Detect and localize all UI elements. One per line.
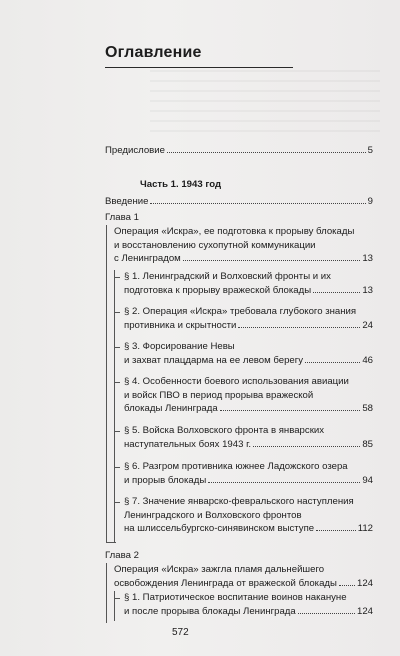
leader-dots <box>316 530 356 531</box>
section-tick <box>114 502 120 503</box>
section-bracket <box>114 591 115 621</box>
leader-dots <box>167 152 366 153</box>
toc-entry-ch2-section-1 <box>124 591 373 618</box>
entry-line: блокады Ленинграда <box>124 403 218 414</box>
page-title: Оглавление <box>105 44 202 61</box>
toc-entry-section-7 <box>124 495 373 536</box>
leader-dots <box>253 446 360 447</box>
section-tick <box>114 431 120 432</box>
entry-page: 46 <box>362 354 373 366</box>
leader-dots <box>183 260 361 261</box>
leader-dots <box>208 482 360 483</box>
toc-entry-section-4 <box>124 375 373 416</box>
entry-page: 9 <box>367 196 373 207</box>
entry-line: § 2. Операция «Искра» требовала глубокого знания <box>124 306 357 317</box>
title-underline <box>105 67 293 68</box>
leader-dots <box>339 585 355 586</box>
section-tick <box>114 382 120 383</box>
show-through-text <box>150 70 380 140</box>
leader-dots <box>298 613 355 614</box>
chapter-bracket <box>106 563 107 623</box>
section-tick <box>114 277 120 278</box>
toc-entry-preface <box>105 144 373 158</box>
entry-line: и после прорыва блокады Ленинграда <box>124 605 296 617</box>
entry-line: Операция «Искра», ее подготовка к прорыву блокады <box>114 226 355 237</box>
page-number: 572 <box>172 627 189 638</box>
leader-dots <box>238 327 360 328</box>
entry-line: § 5. Войска Волховского фронта в январских <box>124 425 325 436</box>
toc-entry-section-3 <box>124 340 373 367</box>
chapter-bracket <box>106 225 107 542</box>
entry-line: и прорыв блокады <box>124 474 207 486</box>
toc-entry-section-5 <box>124 424 373 451</box>
entry-line: подготовка к прорыву вражеской блокады <box>124 284 312 296</box>
chapter-label: Глава 2 <box>105 550 139 561</box>
entry-page: 58 <box>362 403 373 414</box>
section-tick <box>114 312 120 313</box>
entry-page: 112 <box>357 523 373 534</box>
entry-line: на шлиссельбургско-синявинском выступе <box>124 523 315 534</box>
entry-label: Введение <box>105 196 149 207</box>
entry-page: 124 <box>356 577 373 589</box>
entry-line: § 1. Ленинградский и Волховский фронты и их <box>124 271 331 282</box>
entry-page: 24 <box>362 319 373 331</box>
leader-dots <box>150 203 365 204</box>
leader-dots <box>305 362 360 363</box>
leader-dots <box>313 292 360 293</box>
toc-entry-chapter2 <box>114 563 373 590</box>
entry-line: и захват плацдарма на ее левом берегу <box>124 354 304 366</box>
chapter-label: Глава 1 <box>105 212 139 223</box>
section-tick <box>114 467 120 468</box>
entry-label: Предисловие <box>105 145 165 156</box>
entry-line: и восстановлению сухопутной коммуникации <box>114 239 316 251</box>
leader-dots <box>220 410 361 411</box>
entry-page: 85 <box>362 438 373 450</box>
toc-entry-section-6 <box>124 460 373 487</box>
section-tick <box>114 347 120 348</box>
toc-entry-intro <box>105 195 373 209</box>
entry-line: Ленинградского и Волховского фронтов <box>124 509 302 521</box>
entry-line: освобождения Ленинграда от вражеской блокады <box>114 577 337 589</box>
entry-line: и войск ПВО в период прорыва вражеской <box>124 389 314 401</box>
entry-line: § 1. Патриотическое воспитание воинов накануне <box>124 592 347 603</box>
entry-page: 124 <box>356 605 373 617</box>
part-heading: Часть 1. 1943 год <box>140 179 222 190</box>
entry-page: 13 <box>362 253 373 264</box>
toc-entry-section-2 <box>124 305 373 332</box>
entry-page: 94 <box>362 474 373 486</box>
entry-line: § 6. Разгром противника южнее Ладожского озера <box>124 461 348 472</box>
entry-line: § 7. Значение январско-февральского наступления <box>124 496 354 507</box>
toc-entry-section-1 <box>124 270 373 297</box>
entry-line: § 3. Форсирование Невы <box>124 341 235 352</box>
entry-line: с Ленинградом <box>114 253 181 264</box>
entry-line: Операция «Искра» зажгла пламя дальнейшего <box>114 564 325 575</box>
entry-line: наступательных боях 1943 г. <box>124 438 252 450</box>
entry-page: 5 <box>367 145 373 156</box>
section-tick <box>114 598 120 599</box>
entry-page: 13 <box>362 284 373 296</box>
entry-line: § 4. Особенности боевого использования авиации <box>124 376 349 387</box>
entry-line: противника и скрытности <box>124 319 237 331</box>
chapter-bracket-end <box>106 542 116 543</box>
toc-entry-chapter1 <box>114 225 373 266</box>
